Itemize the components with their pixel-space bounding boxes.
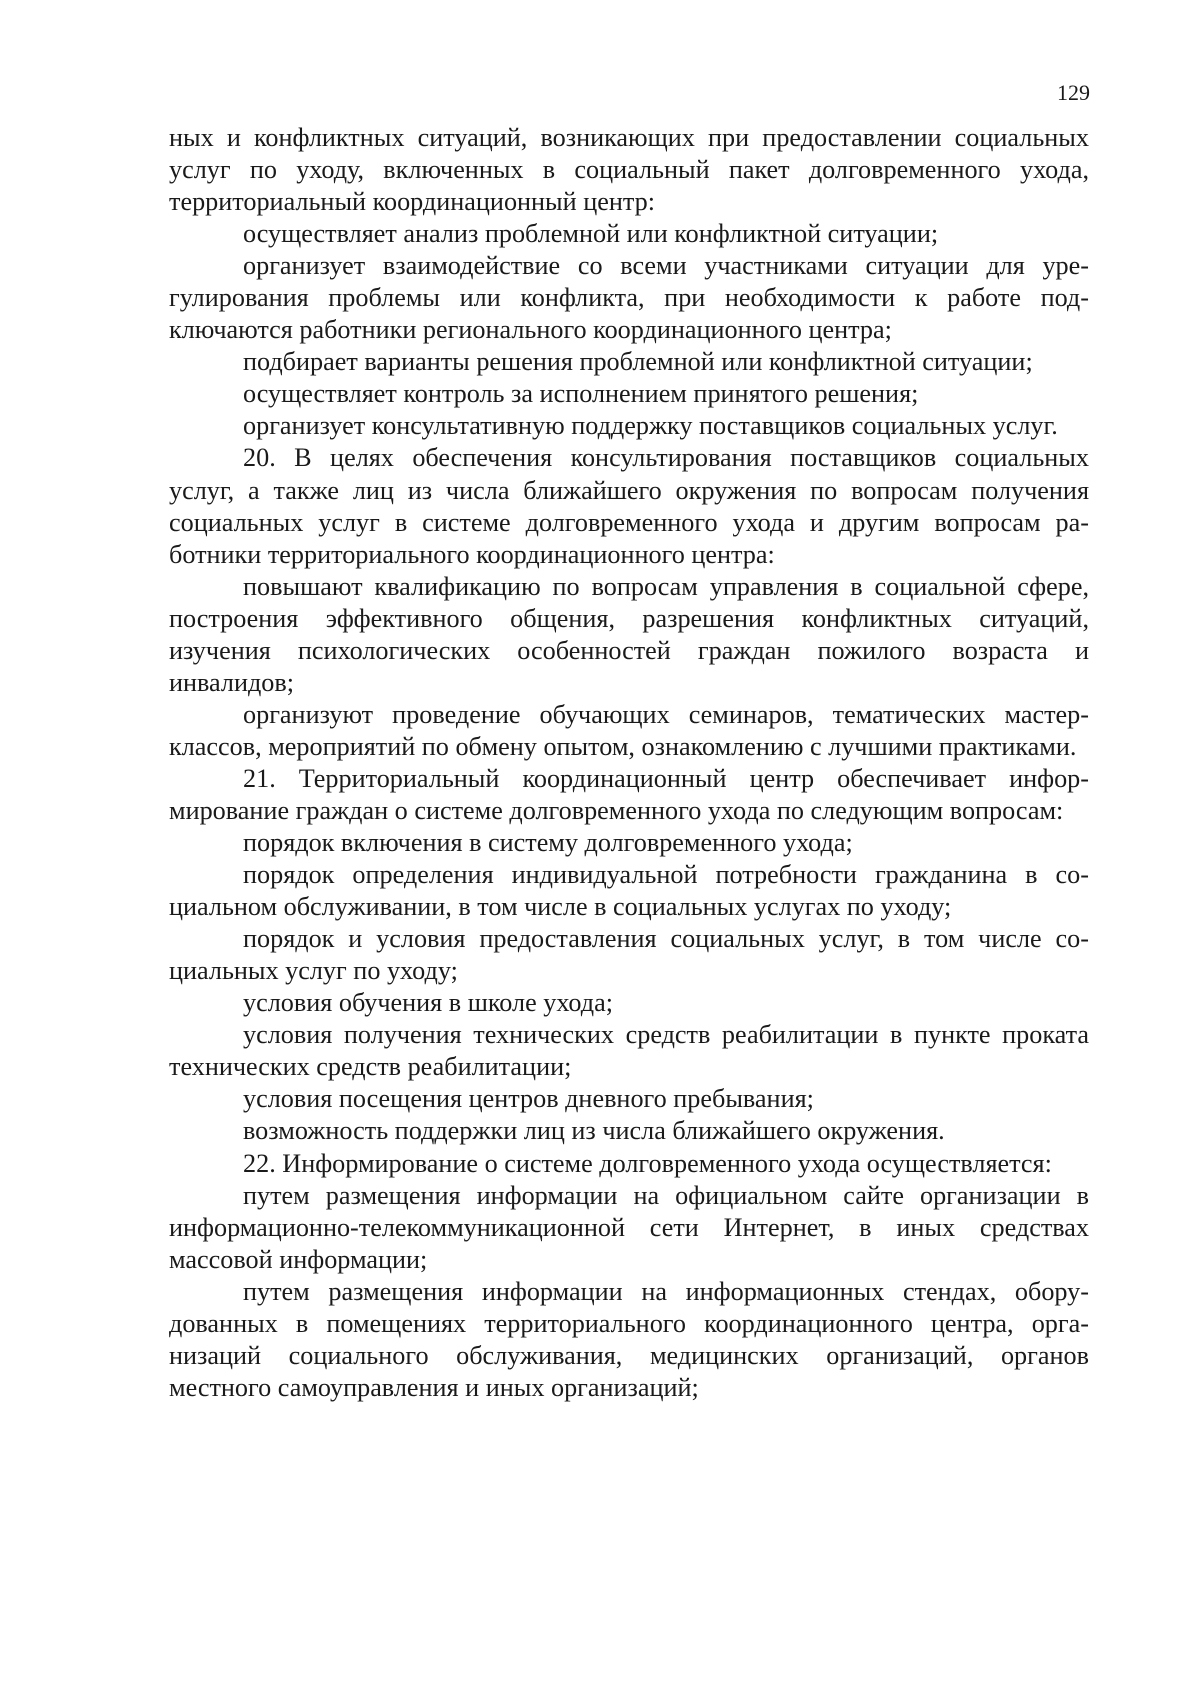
list-item-qualification: повышают квалификацию по вопросам управления в социальной сфере, построения эффективного общения, разрешения конфликтных ситуаций, изучения психологических особенностей граждан пожилого возраста и инвалидов; xyxy=(169,571,1089,697)
list-item-info-stands: путем размещения информации на информационных стендах, оборудованных в помещениях территориального координационного центра, организаций социального обслуживания, медицинских организаций, органов местного самоуправления и иных организаций; xyxy=(169,1276,1089,1402)
list-item-website: путем размещения информации на официальном сайте организации в информационно-телекоммуникационной сети Интернет, в иных средствах массовой информации; xyxy=(169,1180,1089,1274)
list-item-control: осуществляет контроль за исполнением принятого решения; xyxy=(243,379,919,409)
document-body xyxy=(169,122,1089,1404)
page-number: 129 xyxy=(1057,80,1090,105)
list-item-consulting-support: организует консультативную поддержку поставщиков социальных услуг. xyxy=(243,411,1058,441)
list-item-needs-assessment: порядок определения индивидуальной потребности гражданина в социальном обслуживании, в том числе в социальных услугах по уходу; xyxy=(169,860,1089,922)
clause-21: 21. Территориальный координационный центр обеспечивает информирование граждан о системе долговременного ухода по следующим вопросам: xyxy=(169,763,1089,825)
list-item-rehab-equipment: условия получения технических средств реабилитации в пункте проката технических средств реабилитации; xyxy=(169,1020,1089,1082)
list-item-analysis: осуществляет анализ проблемной или конфликтной ситуации; xyxy=(243,219,939,249)
list-item-close-circle-support: возможность поддержки лиц из числа ближайшего окружения. xyxy=(243,1116,945,1146)
list-item-service-conditions: порядок и условия предоставления социальных услуг, в том числе социальных услуг по уходу; xyxy=(169,924,1089,986)
list-item-solutions: подбирает варианты решения проблемной или конфликтной ситуации; xyxy=(243,347,1033,377)
clause-20: 20. В целях обеспечения консультирования поставщиков социальных услуг, а также лиц из числа ближайшего окружения по вопросам получения социальных услуг в системе долговременного ухода и другим вопросам работники территориального координационного центра: xyxy=(169,443,1089,569)
list-item-interaction: организует взаимодействие со всеми участниками ситуации для урегулирования проблемы или конфликта, при необходимости к работе подключаются работники регионального координационного центра; xyxy=(169,251,1089,345)
clause-22: 22. Информирование о системе долговременного ухода осуществляется: xyxy=(243,1148,1052,1178)
paragraph-continuation: ных и конфликтных ситуаций, возникающих при предоставлении социальных услуг по уходу, включенных в социальный пакет долговременного ухода, территориальный координационный центр: xyxy=(169,123,1089,217)
list-item-inclusion-procedure: порядок включения в систему долговременного ухода; xyxy=(243,828,853,858)
list-item-care-school: условия обучения в школе ухода; xyxy=(243,988,613,1018)
list-item-day-centers: условия посещения центров дневного пребывания; xyxy=(243,1084,814,1114)
list-item-seminars: организуют проведение обучающих семинаров, тематических мастер-классов, мероприятий по обмену опытом, ознакомлению с лучшими практиками. xyxy=(169,699,1089,761)
